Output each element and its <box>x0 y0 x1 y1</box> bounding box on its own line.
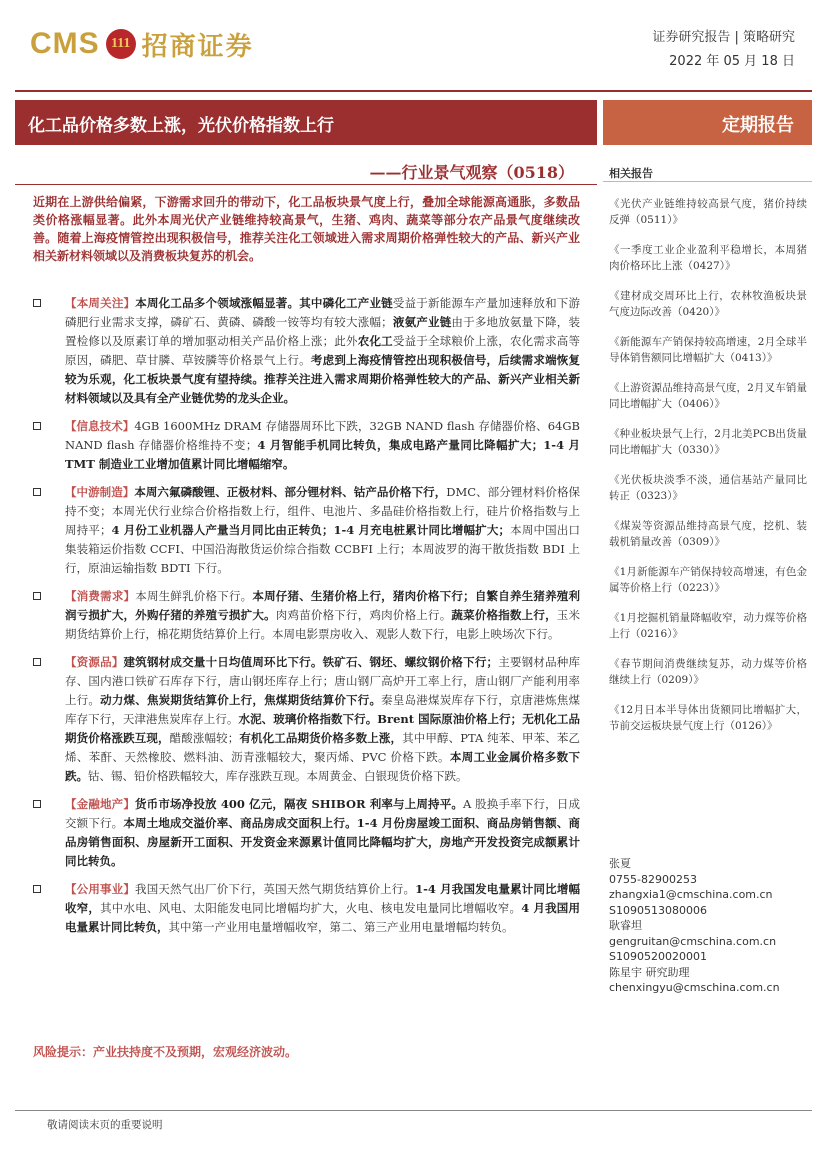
related-report-item[interactable]: 《煤炭等资源品维持高景气度，挖机、装载机销量改善（0309）》 <box>609 520 807 548</box>
analyst-name: 耿睿坦 <box>609 919 642 932</box>
logo-seal-icon: 111 <box>106 29 136 59</box>
bullet-label: 【资源品】 <box>65 655 124 669</box>
analyst-license: S1090520020001 <box>609 950 707 963</box>
bullet-label: 【本周关注】 <box>65 296 136 310</box>
bullet-label: 【公用事业】 <box>65 882 136 896</box>
square-bullet-icon <box>33 885 41 893</box>
bullet-body: 建筑钢材成交量十日均值周环比下行。铁矿石、钢坯、螺纹钢价格下行；主要钢材品种库存、国内港口铁矿石库存下行，唐山钢坯库存上行；唐山钢厂高炉开工率上行，唐山钢厂产能利用率上行。动力煤、焦炭期货结算价上行，焦煤期货结算价下行。秦皇岛港煤炭库存下行，京唐港炼焦煤库存下行，天津港焦炭库存上行。水泥、玻璃价格指数下行。Brent 国际原油价格上行；无机化工品期货价格涨跌互现，醋酸涨幅较；有机化工品期货价格多数上涨，其中甲醇、PTA 纯苯、甲苯、苯乙烯、苯酐、天然橡胶、燃料油、沥青涨幅较大，聚丙烯、PVC 价格下跌。本周工业金属价格多数下跌。钴、锡、铅价格跌幅较大，库存涨跌互现。本周黄金、白银现货价格下跌。 <box>65 655 581 783</box>
bullet-label: 【信息技术】 <box>65 419 135 433</box>
bullet-body: 本周化工品多个领域涨幅显著。其中磷化工产业链受益于新能源车产量加速释放和下游磷肥行业需求支撑，磷矿石、黄磷、磷酸一铵等均有较大涨幅；液氨产业链由于多地放氨量下降，装置检修以及原素订单的增加驱动相关产品价格上涨；此外农化工受益于全球粮价上涨，农化需求高等原因，磷肥、草甘膦、草铵膦等价格景气上行。考虑到上海疫情管控出现积极信号，后续需求端恢复较为乐观，化工板块景气度有望持续。推荐关注进入需求周期价格弹性较大的产品、新兴产业相关新材料领域以及具有全产业链优势的龙头企业。 <box>65 296 581 405</box>
footer-note: 敬请阅读末页的重要说明 <box>47 1119 163 1131</box>
header-divider <box>15 90 812 92</box>
square-bullet-icon <box>33 299 41 307</box>
related-report-item[interactable]: 《新能源车产销保持较高增速，2月全球半导体销售额同比增幅扩大（0413）》 <box>609 336 807 364</box>
square-bullet-icon <box>33 800 41 808</box>
related-report-item[interactable]: 《光伏板块淡季不淡，通信基站产量同比转正（0323）》 <box>609 474 807 502</box>
bullet-label: 【中游制造】 <box>65 485 135 499</box>
analyst-phone: 0755-82900253 <box>609 872 697 886</box>
related-reports-list <box>609 196 807 748</box>
bullet-body: 货币市场净投放 400 亿元，隔夜 SHIBOR 利率与上周持平。A 股换手率下行，日成交额下行。本周土地成交溢价率、商品房成交面积上行。1-4 月份房屋竣工面积、商品房销售额、商品房销售面积、房屋新开工面积、开发资金来源累计值同比降幅均扩大，房地产开发投资完成额累计同比转负。 <box>65 797 580 868</box>
footer-divider <box>15 1110 812 1111</box>
square-bullet-icon <box>33 658 41 666</box>
related-divider <box>603 181 812 182</box>
bullet-body: 4GB 1600MHz DRAM 存储器周环比下跌，32GB NAND flash 存储器价格、64GB NAND flash 存储器价格维持不变；4 月智能手机同比转负，集成电路产量同比降幅扩大；1-4 月 TMT 制造业工业增加值累计同比增幅缩窄。 <box>65 419 580 471</box>
company-logo <box>30 26 254 62</box>
title-banner <box>15 100 597 145</box>
bullet-body: 本周六氟磷酸锂、正极材料、部分锂材料、钴产品价格下行，DMC、部分锂材料价格保持不变；本周光伏行业综合价格指数上行，组件、电池片、多晶硅价格指数上行，硅片价格指数与上周持平；4 月份工业机器人产量当月同比由正转负；1-4 月充电桩累计同比增幅扩大；本周中国出口集装箱运价指数 CCFI、中国沿海散货运价综合指数 CCBFI 上行；本周波罗的海干散货指数 BDI 上行，原油运输指数 BDTI 下行。 <box>65 485 581 575</box>
report-type: 证券研究报告 | 策略研究 <box>652 30 795 45</box>
bullet-focus <box>33 294 580 408</box>
related-report-item[interactable]: 《12月日本半导体出货额同比增幅扩大，节前交运板块景气度上行（0126）》 <box>609 704 807 732</box>
square-bullet-icon <box>33 488 41 496</box>
bullet-utilities <box>33 880 580 937</box>
subtitle-divider <box>15 184 597 185</box>
report-date: 2022 年 05 月 18 日 <box>669 54 795 69</box>
bullet-manufacturing <box>33 483 580 578</box>
page-title: 化工品价格多数上涨，光伏价格指数上行 <box>28 116 334 136</box>
analyst-contacts <box>609 856 809 996</box>
risk-warning: 风险提示：产业扶持度不及预期，宏观经济波动。 <box>33 1045 298 1059</box>
analyst-name: 张夏 <box>609 857 631 870</box>
analyst-email[interactable]: zhangxia1@cmschina.com.cn <box>609 888 773 901</box>
bullet-resources <box>33 653 580 786</box>
bullet-it <box>33 417 580 474</box>
related-reports-title: 相关报告 <box>609 167 653 180</box>
bullet-list <box>33 294 580 946</box>
square-bullet-icon <box>33 592 41 600</box>
related-report-item[interactable]: 《建材成交周环比上行，农林牧渔板块景气度边际改善（0420）》 <box>609 290 807 318</box>
bullet-consumption <box>33 587 580 644</box>
bullet-body: 我国天然气出厂价下行，英国天然气期货结算价上行。1-4 月我国发电量累计同比增幅收窄，其中水电、风电、太阳能发电同比增幅均扩大，火电、核电发电量同比增幅收窄。4 月我国用电量累计同比转负，其中第一产业用电量增幅收窄，第二、第三产业用电量增幅均转负。 <box>65 882 580 934</box>
related-report-item[interactable]: 《种业板块景气上行，2月北美PCB出货量同比增幅扩大（0330）》 <box>609 428 807 456</box>
analyst-email[interactable]: chenxingyu@cmschina.com.cn <box>609 981 780 994</box>
related-report-item[interactable]: 《上游资源品维持高景气度，2月叉车销量同比增幅扩大（0406）》 <box>609 382 807 410</box>
bullet-finance <box>33 795 580 871</box>
bullet-body: 本周生鲜乳价格下行。本周仔猪、生猪价格上行，猪肉价格下行；自繁自养生猪养殖利润亏损扩大，外购仔猪的养殖亏损扩大。肉鸡苗价格下行，鸡肉价格上行。蔬菜价格指数上行，玉米期货结算价上行，棉花期货结算价上行。本周电影票房收入、观影人数下行，电影上映场次下行。 <box>65 589 581 641</box>
bullet-label: 【消费需求】 <box>65 589 136 603</box>
related-report-item[interactable]: 《春节期间消费继续复苏，动力煤等价格继续上行（0209）》 <box>609 658 807 686</box>
related-report-item[interactable]: 《一季度工业企业盈利平稳增长，本周猪肉价格环比上涨（0427）》 <box>609 244 807 272</box>
summary-paragraph: 近期在上游供给偏紧，下游需求回升的带动下，化工品板块景气度上行，叠加全球能源高通胀，多数品类价格涨幅显著。此外本周光伏产业链维持较高景气，生猪、鸡肉、蔬菜等部分农产品景气度继续改善。随着上海疫情管控出现积极信号，推荐关注化工领域进入需求周期价格弹性较大的产品、新兴产业相关新材料领域以及消费板块复苏的机会。 <box>33 195 580 263</box>
report-tag: 定期报告 <box>722 115 794 136</box>
analyst-email[interactable]: gengruitan@cmschina.com.cn <box>609 934 777 948</box>
report-tag-banner <box>603 100 812 145</box>
square-bullet-icon <box>33 422 41 430</box>
page-subtitle: ——行业景气观察（0518） <box>369 163 574 182</box>
related-report-item[interactable]: 《光伏产业链维持较高景气度，猪价持续反弹（0511）》 <box>609 198 807 226</box>
analyst-name: 陈星宇 研究助理 <box>609 965 690 979</box>
logo-text-cn: 招商证券 <box>141 31 254 62</box>
related-report-item[interactable]: 《1月新能源车产销保持较高增速，有色金属等价格上行（0223）》 <box>609 566 807 594</box>
analyst-license: S1090513080006 <box>609 903 707 917</box>
logo-text-en: CMS <box>30 27 100 60</box>
related-report-item[interactable]: 《1月挖掘机销量降幅收窄，动力煤等价格上行（0216）》 <box>609 612 807 640</box>
bullet-label: 【金融地产】 <box>65 797 135 811</box>
